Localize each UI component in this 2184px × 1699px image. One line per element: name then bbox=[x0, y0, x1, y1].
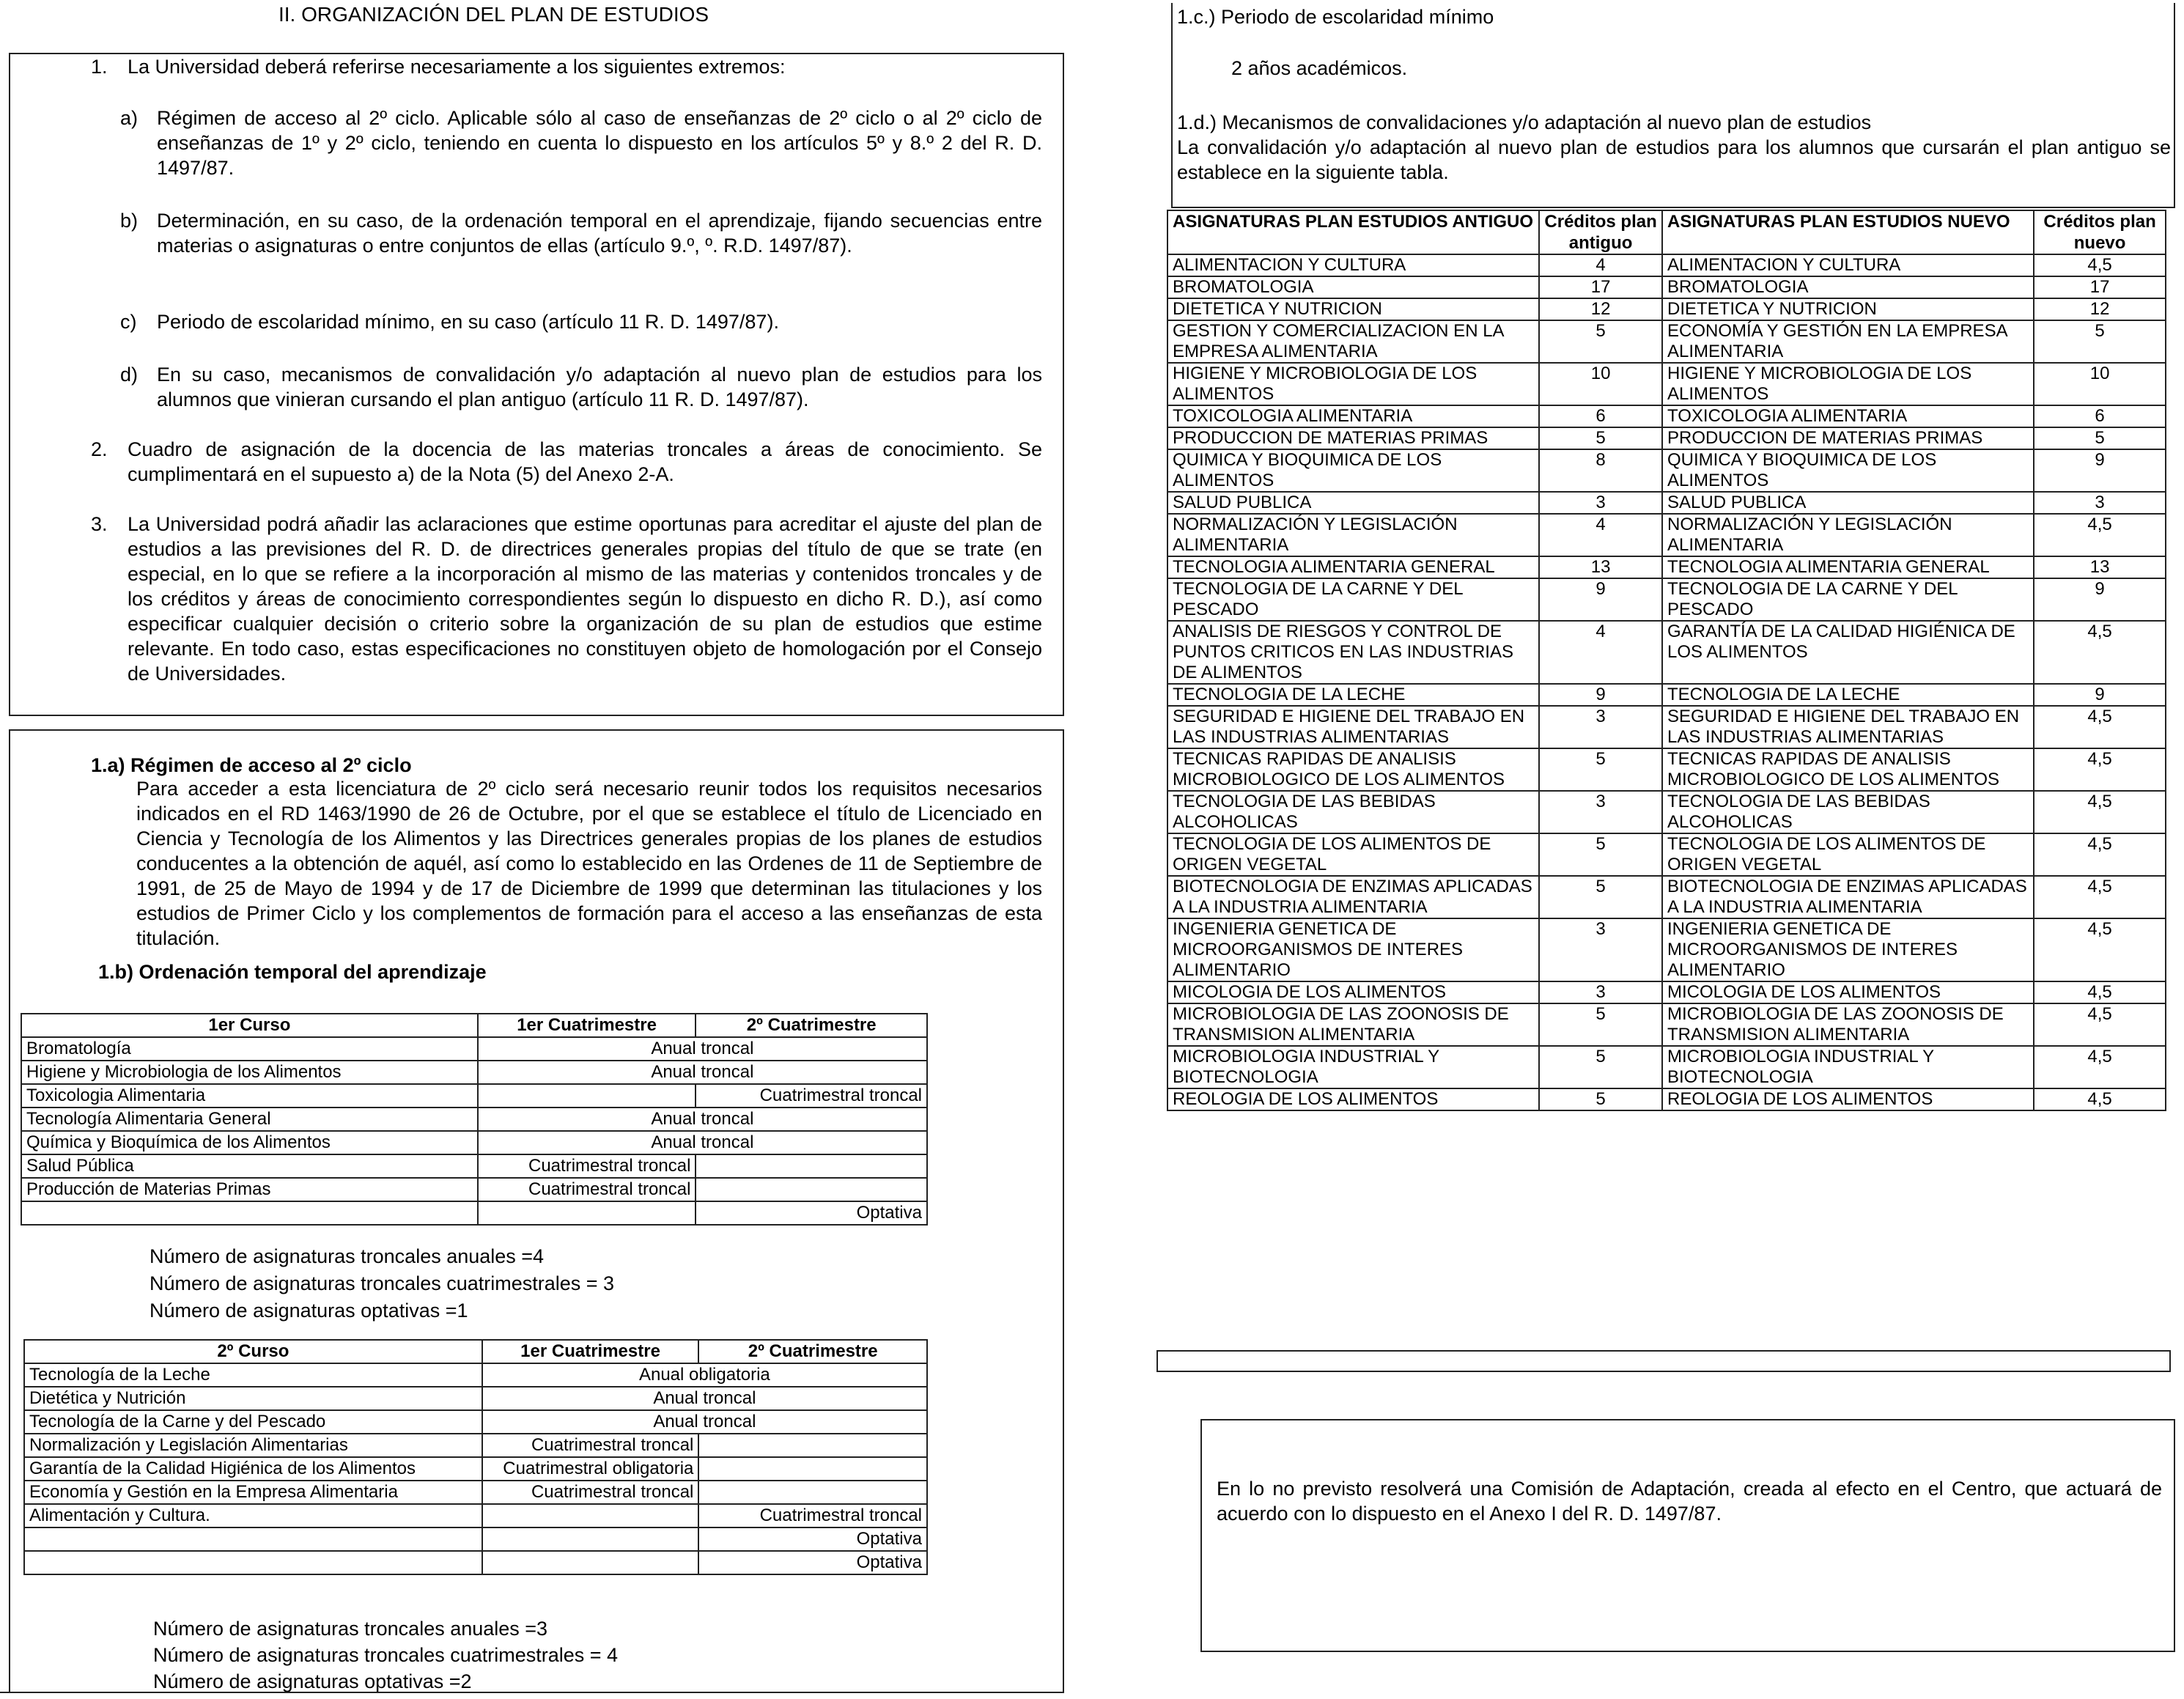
new-subject-cell: TECNOLOGIA DE LA LECHE bbox=[1662, 684, 2034, 706]
table-row bbox=[21, 1084, 927, 1108]
table-row bbox=[21, 1154, 927, 1178]
equivalence-table bbox=[1167, 210, 2166, 1111]
second-term-cell bbox=[696, 1154, 927, 1178]
table-row bbox=[1167, 981, 2166, 1003]
new-credits-cell: 4,5 bbox=[2034, 621, 2166, 684]
table-row bbox=[24, 1387, 927, 1410]
item-3-number: 3. bbox=[91, 513, 108, 535]
item-d-text: En su caso, mecanismos de convalidación y/o adaptación al nuevo plan de estudios para los alumnos que vinieran cursando el plan antiguo (artículo 11 R. D. 1497/87). bbox=[157, 364, 1042, 410]
access-and-schedule-box bbox=[9, 729, 1064, 1693]
course2-summary-annual: Número de asignaturas troncales anuales =3 bbox=[153, 1618, 548, 1640]
new-subject-cell: ECONOMÍA Y GESTIÓN EN LA EMPRESA ALIMENTARIA bbox=[1662, 320, 2034, 363]
table-row bbox=[21, 1037, 927, 1061]
first-term-cell: Cuatrimestral troncal bbox=[482, 1481, 699, 1504]
item-3-text: La Universidad podrá añadir las aclaraciones que estime oportunas para acreditar el ajuste del plan de estudios a las previsiones del R. D. de directrices generales propias del título de que se trate (en especial, en lo que se refiere a la incorporación al mismo de las materias y contenidos troncales y de los créditos y áreas de conocimiento correspondientes según lo dispuesto en dicho R. D.), así como especificar cualquier decisión o criterio sobre la organización de su plan de estudios que estime relevante. En todo caso, estas especificaciones no constituyen objeto de homologación por el Consejo de Universidades. bbox=[128, 513, 1042, 685]
second-term-cell: Optativa bbox=[696, 1201, 927, 1225]
item-1-number: 1. bbox=[91, 56, 108, 78]
new-subject-cell: TECNOLOGIA DE LAS BEBIDAS ALCOHOLICAS bbox=[1662, 791, 2034, 833]
minimum-period-box bbox=[1171, 3, 2175, 208]
subject-name: Producción de Materias Primas bbox=[21, 1178, 478, 1201]
table-row bbox=[1167, 1088, 2166, 1110]
old-subject-cell: TECNOLOGIA DE LA CARNE Y DEL PESCADO bbox=[1167, 578, 1539, 621]
header-new-subjects: ASIGNATURAS PLAN ESTUDIOS NUEVO bbox=[1662, 210, 2034, 254]
table-row bbox=[1167, 254, 2166, 276]
old-credits-cell: 5 bbox=[1539, 427, 1662, 449]
section-title: II. ORGANIZACIÓN DEL PLAN DE ESTUDIOS bbox=[278, 3, 709, 26]
old-credits-cell: 3 bbox=[1539, 791, 1662, 833]
new-credits-cell: 9 bbox=[2034, 684, 2166, 706]
new-credits-cell: 12 bbox=[2034, 298, 2166, 320]
first-term-cell: Cuatrimestral troncal bbox=[478, 1154, 696, 1178]
old-credits-cell: 8 bbox=[1539, 449, 1662, 492]
subject-name: Bromatología bbox=[21, 1037, 478, 1061]
item-a-label: a) bbox=[120, 107, 139, 129]
table-row bbox=[1167, 427, 2166, 449]
subject-name: Tecnología de la Carne y del Pescado bbox=[24, 1410, 482, 1434]
adaptation-text: En lo no previsto resolverá una Comisión de Adaptación, creada al efecto en el Centro, que actuará de acuerdo con lo dispuesto en el Anexo I del R. D. 1497/87. bbox=[1217, 1478, 2162, 1525]
table-row bbox=[1167, 1003, 2166, 1046]
new-subject-cell: BROMATOLOGIA bbox=[1662, 276, 2034, 298]
header-first-term: 1er Cuatrimestre bbox=[478, 1014, 696, 1037]
header-first-term: 1er Cuatrimestre bbox=[482, 1340, 699, 1363]
table-row bbox=[1167, 276, 2166, 298]
table-row bbox=[1167, 621, 2166, 684]
old-subject-cell: QUIMICA Y BIOQUIMICA DE LOS ALIMENTOS bbox=[1167, 449, 1539, 492]
new-credits-cell: 4,5 bbox=[2034, 791, 2166, 833]
old-credits-cell: 13 bbox=[1539, 556, 1662, 578]
annual-cell: Anual troncal bbox=[478, 1037, 927, 1061]
table-row bbox=[24, 1504, 927, 1527]
subject-name bbox=[21, 1201, 478, 1225]
new-subject-cell: NORMALIZACIÓN Y LEGISLACIÓN ALIMENTARIA bbox=[1662, 514, 2034, 556]
annual-cell: Anual troncal bbox=[482, 1410, 927, 1434]
item-b-label: b) bbox=[120, 210, 139, 232]
subject-name: Tecnología de la Leche bbox=[24, 1363, 482, 1387]
old-subject-cell: NORMALIZACIÓN Y LEGISLACIÓN ALIMENTARIA bbox=[1167, 514, 1539, 556]
subject-name: Salud Pública bbox=[21, 1154, 478, 1178]
new-subject-cell: SEGURIDAD E HIGIENE DEL TRABAJO EN LAS INDUSTRIAS ALIMENTARIAS bbox=[1662, 706, 2034, 748]
table-row bbox=[21, 1178, 927, 1201]
new-subject-cell: HIGIENE Y MICROBIOLOGIA DE LOS ALIMENTOS bbox=[1662, 363, 2034, 405]
header-old-subjects: ASIGNATURAS PLAN ESTUDIOS ANTIGUO bbox=[1167, 210, 1539, 254]
subject-name: Normalización y Legislación Alimentarias bbox=[24, 1434, 482, 1457]
table-row bbox=[24, 1481, 927, 1504]
old-credits-cell: 6 bbox=[1539, 405, 1662, 427]
item-c-label: c) bbox=[120, 311, 137, 333]
old-subject-cell: BIOTECNOLOGIA DE ENZIMAS APLICADAS A LA INDUSTRIA ALIMENTARIA bbox=[1167, 876, 1539, 918]
table-row bbox=[1167, 876, 2166, 918]
old-credits-cell: 9 bbox=[1539, 578, 1662, 621]
new-credits-cell: 4,5 bbox=[2034, 918, 2166, 981]
header-course: 1er Curso bbox=[21, 1014, 478, 1037]
table-row bbox=[1167, 320, 2166, 363]
annual-cell: Anual troncal bbox=[478, 1131, 927, 1154]
old-credits-cell: 3 bbox=[1539, 706, 1662, 748]
adaptation-commission-box bbox=[1200, 1419, 2175, 1652]
table-row bbox=[1167, 363, 2166, 405]
header-new-credits: Créditos plan nuevo bbox=[2034, 210, 2166, 254]
annual-cell: Anual obligatoria bbox=[482, 1363, 927, 1387]
old-subject-cell: PRODUCCION DE MATERIAS PRIMAS bbox=[1167, 427, 1539, 449]
header-second-term: 2º Cuatrimestre bbox=[696, 1014, 927, 1037]
heading-1c: 1.c.) Periodo de escolaridad mínimo bbox=[1177, 6, 1494, 28]
new-subject-cell: TOXICOLOGIA ALIMENTARIA bbox=[1662, 405, 2034, 427]
old-subject-cell: INGENIERIA GENETICA DE MICROORGANISMOS DE INTERES ALIMENTARIO bbox=[1167, 918, 1539, 981]
course1-summary-annual: Número de asignaturas troncales anuales =4 bbox=[150, 1245, 545, 1267]
header-old-credits: Créditos plan antiguo bbox=[1539, 210, 1662, 254]
table-row bbox=[1167, 1046, 2166, 1088]
subject-name: Toxicologia Alimentaria bbox=[21, 1084, 478, 1108]
old-credits-cell: 5 bbox=[1539, 876, 1662, 918]
old-subject-cell: TOXICOLOGIA ALIMENTARIA bbox=[1167, 405, 1539, 427]
old-credits-cell: 3 bbox=[1539, 918, 1662, 981]
heading-1b: 1.b) Ordenación temporal del aprendizaje bbox=[98, 961, 487, 983]
new-credits-cell: 4,5 bbox=[2034, 254, 2166, 276]
header-course: 2º Curso bbox=[24, 1340, 482, 1363]
new-credits-cell: 9 bbox=[2034, 578, 2166, 621]
first-term-cell bbox=[482, 1527, 699, 1551]
second-term-cell bbox=[696, 1178, 927, 1201]
new-credits-cell: 5 bbox=[2034, 320, 2166, 363]
table-row bbox=[1167, 748, 2166, 791]
table-row bbox=[1167, 578, 2166, 621]
item-1-text: La Universidad deberá referirse necesariamente a los siguientes extremos: bbox=[128, 56, 786, 78]
table-row bbox=[1167, 833, 2166, 876]
first-term-cell: Cuatrimestral troncal bbox=[482, 1434, 699, 1457]
new-subject-cell: DIETETICA Y NUTRICION bbox=[1662, 298, 2034, 320]
item-a-text: Régimen de acceso al 2º ciclo. Aplicable sólo al caso de enseñanzas de 2º ciclo o al 2º ciclo de enseñanzas de 1º y 2º ciclo, teniendo en cuenta lo dispuesto en los artículos 5º y 8.º 2 del R. D. 1497/87. bbox=[157, 107, 1042, 179]
second-term-cell: Optativa bbox=[698, 1527, 927, 1551]
old-subject-cell: TECNOLOGIA DE LA LECHE bbox=[1167, 684, 1539, 706]
new-credits-cell: 5 bbox=[2034, 427, 2166, 449]
course1-summary-optional: Número de asignaturas optativas =1 bbox=[150, 1300, 468, 1322]
old-subject-cell: HIGIENE Y MICROBIOLOGIA DE LOS ALIMENTOS bbox=[1167, 363, 1539, 405]
new-subject-cell: BIOTECNOLOGIA DE ENZIMAS APLICADAS A LA INDUSTRIA ALIMENTARIA bbox=[1662, 876, 2034, 918]
new-credits-cell: 4,5 bbox=[2034, 706, 2166, 748]
second-term-cell bbox=[698, 1457, 927, 1481]
subject-name: Higiene y Microbiologia de los Alimentos bbox=[21, 1061, 478, 1084]
old-credits-cell: 4 bbox=[1539, 621, 1662, 684]
first-term-cell: Cuatrimestral troncal bbox=[478, 1178, 696, 1201]
subject-name: Tecnología Alimentaria General bbox=[21, 1108, 478, 1131]
table-row bbox=[1167, 556, 2166, 578]
header-second-term: 2º Cuatrimestre bbox=[698, 1340, 927, 1363]
heading-1d: 1.d.) Mecanismos de convalidaciones y/o adaptación al nuevo plan de estudios bbox=[1177, 111, 1872, 133]
old-credits-cell: 10 bbox=[1539, 363, 1662, 405]
new-subject-cell: TECNOLOGIA DE LA CARNE Y DEL PESCADO bbox=[1662, 578, 2034, 621]
first-term-cell: Cuatrimestral obligatoria bbox=[482, 1457, 699, 1481]
table-row bbox=[1167, 706, 2166, 748]
table-row bbox=[24, 1527, 927, 1551]
subject-name: Garantía de la Calidad Higiénica de los Alimentos bbox=[24, 1457, 482, 1481]
table-row bbox=[24, 1410, 927, 1434]
table-row bbox=[1167, 791, 2166, 833]
subject-name: Economía y Gestión en la Empresa Alimentaria bbox=[24, 1481, 482, 1504]
new-subject-cell: INGENIERIA GENETICA DE MICROORGANISMOS DE INTERES ALIMENTARIO bbox=[1662, 918, 2034, 981]
old-credits-cell: 17 bbox=[1539, 276, 1662, 298]
old-subject-cell: TECNOLOGIA ALIMENTARIA GENERAL bbox=[1167, 556, 1539, 578]
old-subject-cell: TECNOLOGIA DE LAS BEBIDAS ALCOHOLICAS bbox=[1167, 791, 1539, 833]
old-subject-cell: DIETETICA Y NUTRICION bbox=[1167, 298, 1539, 320]
old-subject-cell: MICROBIOLOGIA INDUSTRIAL Y BIOTECNOLOGIA bbox=[1167, 1046, 1539, 1088]
table-row bbox=[21, 1201, 927, 1225]
new-subject-cell: SALUD PUBLICA bbox=[1662, 492, 2034, 514]
annual-cell: Anual troncal bbox=[478, 1108, 927, 1131]
old-subject-cell: MICOLOGIA DE LOS ALIMENTOS bbox=[1167, 981, 1539, 1003]
new-credits-cell: 17 bbox=[2034, 276, 2166, 298]
new-subject-cell: GARANTÍA DE LA CALIDAD HIGIÉNICA DE LOS ALIMENTOS bbox=[1662, 621, 2034, 684]
subject-name bbox=[24, 1551, 482, 1574]
table-row bbox=[1167, 298, 2166, 320]
first-course-table bbox=[21, 1013, 928, 1226]
table-row bbox=[1167, 684, 2166, 706]
new-subject-cell: MICROBIOLOGIA DE LAS ZOONOSIS DE TRANSMISION ALIMENTARIA bbox=[1662, 1003, 2034, 1046]
table-row bbox=[21, 1108, 927, 1131]
second-term-cell: Cuatrimestral troncal bbox=[696, 1084, 927, 1108]
old-subject-cell: SALUD PUBLICA bbox=[1167, 492, 1539, 514]
course1-summary-term: Número de asignaturas troncales cuatrimestrales = 3 bbox=[150, 1272, 615, 1294]
new-subject-cell: TECNICAS RAPIDAS DE ANALISIS MICROBIOLOGICO DE LOS ALIMENTOS bbox=[1662, 748, 2034, 791]
text-1c: 2 años académicos. bbox=[1231, 57, 1408, 79]
second-term-cell bbox=[698, 1434, 927, 1457]
subject-name: Alimentación y Cultura. bbox=[24, 1504, 482, 1527]
table-row bbox=[24, 1551, 927, 1574]
instructions-box bbox=[9, 53, 1064, 716]
table-row bbox=[24, 1457, 927, 1481]
text-1a: Para acceder a esta licenciatura de 2º ciclo será necesario reunir todos los requisitos necesarios indicados en el RD 1463/1990 de 26 de Octubre, por el que se establece el título de Licenciado en Ciencia y Tecnología de los Alimentos y las Directrices generales propias de los planes de estudios conducentes a la obtención de aquél, así como lo establecido en las Ordenes de 11 de Septiembre de 1991, de 25 de Mayo de 1994 y de 17 de Diciembre de 1999 que determinan las titulaciones y los estudios de Primer Ciclo y los complementos de formación para el acceso a las enseñanzas de esta titulación. bbox=[136, 778, 1042, 949]
new-subject-cell: ALIMENTACION Y CULTURA bbox=[1662, 254, 2034, 276]
table-row bbox=[1167, 514, 2166, 556]
new-subject-cell: REOLOGIA DE LOS ALIMENTOS bbox=[1662, 1088, 2034, 1110]
table-row bbox=[1167, 449, 2166, 492]
old-credits-cell: 5 bbox=[1539, 1046, 1662, 1088]
table-row bbox=[21, 1131, 927, 1154]
new-credits-cell: 10 bbox=[2034, 363, 2166, 405]
old-credits-cell: 5 bbox=[1539, 320, 1662, 363]
old-credits-cell: 3 bbox=[1539, 981, 1662, 1003]
new-credits-cell: 4,5 bbox=[2034, 876, 2166, 918]
item-b-text: Determinación, en su caso, de la ordenación temporal en el aprendizaje, fijando secuencias entre materias o asignaturas o entre conjuntos de ellas (artículo 9.º, º. R.D. 1497/87). bbox=[157, 210, 1042, 257]
new-subject-cell: QUIMICA Y BIOQUIMICA DE LOS ALIMENTOS bbox=[1662, 449, 2034, 492]
table-row bbox=[24, 1434, 927, 1457]
old-credits-cell: 5 bbox=[1539, 1003, 1662, 1046]
new-credits-cell: 4,5 bbox=[2034, 514, 2166, 556]
new-credits-cell: 13 bbox=[2034, 556, 2166, 578]
old-subject-cell: TECNOLOGIA DE LOS ALIMENTOS DE ORIGEN VEGETAL bbox=[1167, 833, 1539, 876]
second-course-table bbox=[23, 1339, 928, 1575]
subject-name: Química y Bioquímica de los Alimentos bbox=[21, 1131, 478, 1154]
table-footer-box bbox=[1156, 1350, 2171, 1372]
table-row bbox=[1167, 918, 2166, 981]
new-credits-cell: 6 bbox=[2034, 405, 2166, 427]
old-credits-cell: 4 bbox=[1539, 254, 1662, 276]
new-credits-cell: 4,5 bbox=[2034, 1088, 2166, 1110]
first-term-cell bbox=[478, 1084, 696, 1108]
old-subject-cell: SEGURIDAD E HIGIENE DEL TRABAJO EN LAS INDUSTRIAS ALIMENTARIAS bbox=[1167, 706, 1539, 748]
old-subject-cell: GESTION Y COMERCIALIZACION EN LA EMPRESA ALIMENTARIA bbox=[1167, 320, 1539, 363]
text-1d: La convalidación y/o adaptación al nuevo plan de estudios para los alumnos que cursarán el plan antiguo se establece en la siguiente tabla. bbox=[1177, 136, 2171, 183]
new-credits-cell: 4,5 bbox=[2034, 833, 2166, 876]
bottom-rule bbox=[0, 1692, 1064, 1693]
subject-name bbox=[24, 1527, 482, 1551]
table-row bbox=[1167, 405, 2166, 427]
heading-1a: 1.a) Régimen de acceso al 2º ciclo bbox=[91, 754, 412, 776]
course2-summary-term: Número de asignaturas troncales cuatrimestrales = 4 bbox=[153, 1644, 619, 1666]
old-subject-cell: REOLOGIA DE LOS ALIMENTOS bbox=[1167, 1088, 1539, 1110]
subject-name: Dietética y Nutrición bbox=[24, 1387, 482, 1410]
annual-cell: Anual troncal bbox=[482, 1387, 927, 1410]
old-credits-cell: 9 bbox=[1539, 684, 1662, 706]
new-credits-cell: 3 bbox=[2034, 492, 2166, 514]
item-2-number: 2. bbox=[91, 438, 108, 460]
item-2-text: Cuadro de asignación de la docencia de las materias troncales a áreas de conocimiento. Se cumplimentará en el supuesto a) de la Nota (5) del Anexo 2-A. bbox=[128, 438, 1042, 485]
first-term-cell bbox=[482, 1551, 699, 1574]
new-credits-cell: 4,5 bbox=[2034, 748, 2166, 791]
old-subject-cell: MICROBIOLOGIA DE LAS ZOONOSIS DE TRANSMISION ALIMENTARIA bbox=[1167, 1003, 1539, 1046]
old-subject-cell: ANALISIS DE RIESGOS Y CONTROL DE PUNTOS CRITICOS EN LAS INDUSTRIAS DE ALIMENTOS bbox=[1167, 621, 1539, 684]
first-term-cell bbox=[482, 1504, 699, 1527]
table-row bbox=[1167, 492, 2166, 514]
new-credits-cell: 4,5 bbox=[2034, 1003, 2166, 1046]
new-credits-cell: 4,5 bbox=[2034, 981, 2166, 1003]
old-credits-cell: 5 bbox=[1539, 1088, 1662, 1110]
new-credits-cell: 4,5 bbox=[2034, 1046, 2166, 1088]
item-c-text: Periodo de escolaridad mínimo, en su caso (artículo 11 R. D. 1497/87). bbox=[157, 311, 779, 333]
old-credits-cell: 4 bbox=[1539, 514, 1662, 556]
old-credits-cell: 12 bbox=[1539, 298, 1662, 320]
first-term-cell bbox=[478, 1201, 696, 1225]
old-subject-cell: ALIMENTACION Y CULTURA bbox=[1167, 254, 1539, 276]
table-row bbox=[21, 1061, 927, 1084]
new-subject-cell: PRODUCCION DE MATERIAS PRIMAS bbox=[1662, 427, 2034, 449]
new-subject-cell: TECNOLOGIA DE LOS ALIMENTOS DE ORIGEN VEGETAL bbox=[1662, 833, 2034, 876]
old-credits-cell: 3 bbox=[1539, 492, 1662, 514]
old-credits-cell: 5 bbox=[1539, 833, 1662, 876]
second-term-cell bbox=[698, 1481, 927, 1504]
old-subject-cell: TECNICAS RAPIDAS DE ANALISIS MICROBIOLOGICO DE LOS ALIMENTOS bbox=[1167, 748, 1539, 791]
old-subject-cell: BROMATOLOGIA bbox=[1167, 276, 1539, 298]
new-subject-cell: MICROBIOLOGIA INDUSTRIAL Y BIOTECNOLOGIA bbox=[1662, 1046, 2034, 1088]
course2-summary-optional: Número de asignaturas optativas =2 bbox=[153, 1670, 472, 1692]
second-term-cell: Optativa bbox=[698, 1551, 927, 1574]
second-term-cell: Cuatrimestral troncal bbox=[698, 1504, 927, 1527]
new-credits-cell: 9 bbox=[2034, 449, 2166, 492]
old-credits-cell: 5 bbox=[1539, 748, 1662, 791]
new-subject-cell: MICOLOGIA DE LOS ALIMENTOS bbox=[1662, 981, 2034, 1003]
table-row bbox=[24, 1363, 927, 1387]
annual-cell: Anual troncal bbox=[478, 1061, 927, 1084]
item-d-label: d) bbox=[120, 364, 139, 386]
new-subject-cell: TECNOLOGIA ALIMENTARIA GENERAL bbox=[1662, 556, 2034, 578]
